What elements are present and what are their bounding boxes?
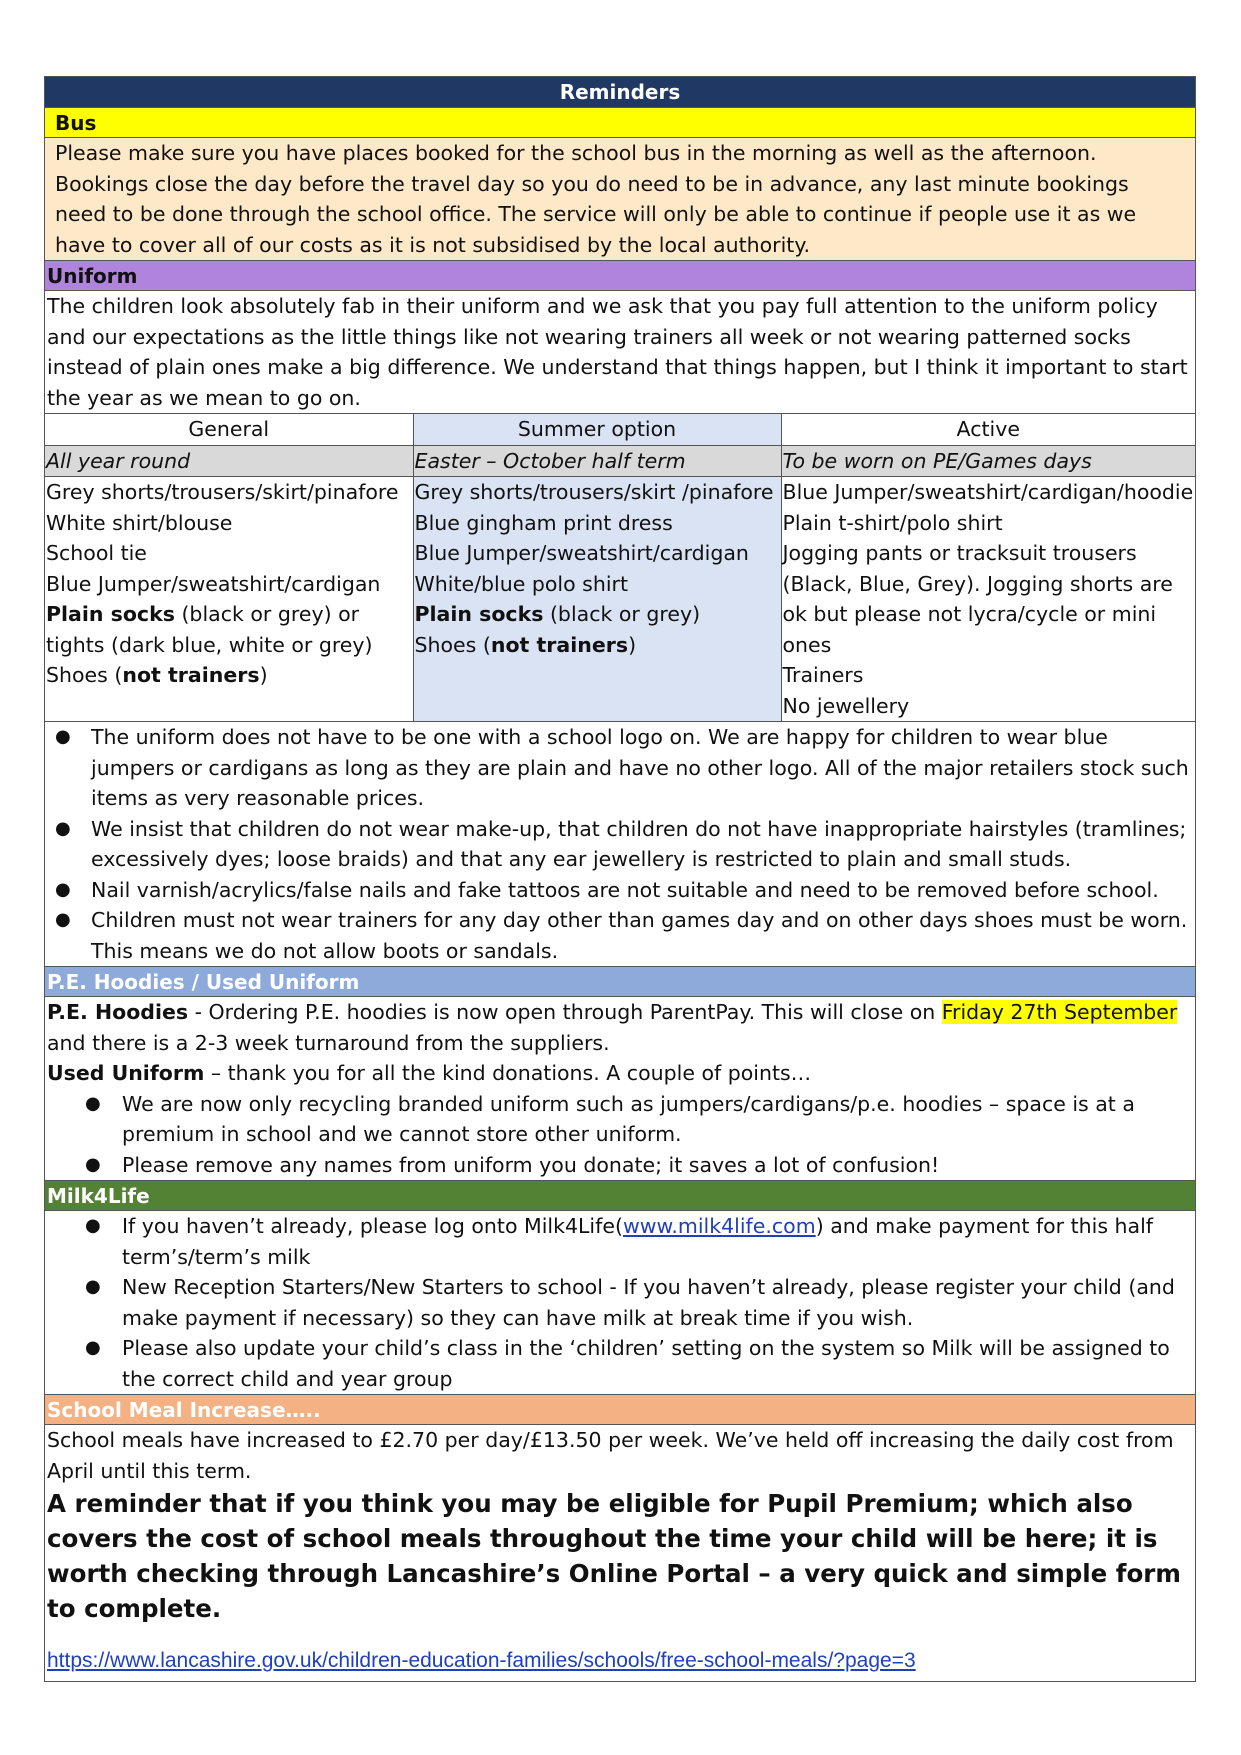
bullet-icon: ● xyxy=(55,878,71,900)
list-item xyxy=(47,905,1193,966)
reminders-document xyxy=(44,76,1196,1682)
general-item: Grey shorts/trousers/skirt/pinafore xyxy=(46,480,399,504)
active-item: Plain t-shirt/polo shirt xyxy=(782,510,1003,535)
meals-text: School meals have increased to £2.70 per day/£13.50 per week. We’ve held off increasing the daily cost from April until this term. xyxy=(47,1428,1174,1483)
summer-item: Grey shorts/trousers/skirt /pinafore xyxy=(414,480,774,504)
hoodies-end: and there is a 2-3 week turnaround from the suppliers. xyxy=(47,1030,610,1055)
general-item: School tie xyxy=(46,541,147,565)
free-school-meals-link[interactable]: https://www.lancashire.gov.uk/children-education-families/schools/free-school-meals/?page=3 xyxy=(47,1649,916,1672)
general-socks xyxy=(46,599,412,660)
hoodies-paragraph xyxy=(47,997,1193,1058)
list-item xyxy=(47,1089,1193,1150)
summer-item: Blue gingham print dress xyxy=(414,510,673,535)
general-item: White shirt/blouse xyxy=(46,510,233,535)
bullet-text: Please also update your child’s class in the ‘children’ setting on the system so Milk will be assigned to the correct child and year group xyxy=(122,1336,1170,1391)
list-item xyxy=(47,1211,1193,1272)
general-item: Blue Jumper/sweatshirt/cardigan xyxy=(46,571,381,596)
meals-section xyxy=(45,1425,1195,1681)
bullet-text: Nail varnish/acrylics/false nails and fake tattoos are not suitable and need to be removed before school. xyxy=(91,877,1159,902)
bullet-icon: ● xyxy=(55,817,71,839)
active-item: Trainers xyxy=(782,663,864,687)
bullet-icon: ● xyxy=(85,1153,101,1175)
bullet-text: New Reception Starters/New Starters to school - If you haven’t already, please register your child (and make payment if necessary) so they can have milk at break time if you wish. xyxy=(122,1275,1175,1330)
milk-text: If you haven’t already, please log onto Milk4Life( xyxy=(122,1214,623,1238)
shoes-end: ) xyxy=(628,632,637,657)
socks-detail: (black or grey) or tights (dark blue, white or grey) xyxy=(46,602,373,657)
bullet-icon: ● xyxy=(85,1215,101,1236)
list-item xyxy=(47,1150,1193,1181)
hoodies-deadline: Friday 27th September xyxy=(941,1000,1178,1024)
pe-section xyxy=(45,997,1195,1181)
uniform-intro: The children look absolutely fab in their uniform and we ask that you pay full attention to the uniform policy and our expectations as the little things like not wearing trainers all week or not wearing patterned socks instead of plain ones make a big difference. We understand that things happen, but I think it important to start the year as we mean to go on. xyxy=(45,291,1195,414)
active-list xyxy=(781,477,1195,722)
col-general-header: General xyxy=(45,414,413,445)
bullet-icon: ● xyxy=(85,1092,101,1114)
socks-detail: (black or grey) xyxy=(543,602,701,626)
milk-text-end: ) and make payment for this half term’s/term’s milk xyxy=(122,1214,1154,1269)
bus-text: Please make sure you have places booked for the school bus in the morning as well as the afternoon. Bookings close the day before the travel day so you do need to be in advance, any last minute bookings need to be done through the school office. The service will only be able to continue if people use it as we have to cover all of our costs as it is not subsidised by the local authority. xyxy=(45,138,1195,261)
active-item: Blue Jumper/sweatshirt/cardigan/hoodie xyxy=(782,480,1194,504)
pe-heading: P.E. Hoodies / Used Uniform xyxy=(45,967,1195,997)
bullet-icon: ● xyxy=(85,1337,101,1358)
summer-list xyxy=(413,477,781,722)
uniform-rules xyxy=(45,722,1195,967)
bullet-icon: ● xyxy=(85,1276,101,1297)
hoodies-text: - Ordering P.E. hoodies is now open through ParentPay. This will close on xyxy=(188,1000,942,1024)
col-active-period: To be worn on PE/Games days xyxy=(781,445,1195,477)
meals-heading: School Meal Increase….. xyxy=(45,1395,1195,1425)
summer-item: Blue Jumper/sweatshirt/cardigan xyxy=(414,541,749,565)
list-item xyxy=(47,1272,1193,1333)
shoes-label: Shoes ( xyxy=(46,663,123,687)
col-summer-period: Easter – October half term xyxy=(413,445,781,477)
used-uniform-paragraph xyxy=(47,1058,1193,1089)
bullet-text: The uniform does not have to be one with a school logo on. We are happy for children to wear blue jumpers or cardigans as long as they are plain and have no other logo. All of the major retailers stock such items as very reasonable prices. xyxy=(91,725,1189,810)
bullet-icon: ● xyxy=(55,726,71,747)
uniform-table xyxy=(45,414,1195,722)
list-item xyxy=(47,722,1193,814)
used-label: Used Uniform xyxy=(47,1061,205,1085)
socks-label: Plain socks xyxy=(46,602,175,626)
col-summer-header: Summer option xyxy=(413,414,781,445)
shoes-label: Shoes ( xyxy=(414,632,491,657)
bullet-icon: ● xyxy=(55,909,71,930)
page-title: Reminders xyxy=(45,77,1195,108)
bullet-text: Children must not wear trainers for any day other than games day and on other days shoes must be worn. This means we do not allow boots or sandals. xyxy=(91,908,1188,963)
general-list xyxy=(45,477,413,722)
col-general-period: All year round xyxy=(45,445,413,477)
summer-shoes xyxy=(415,630,780,661)
general-shoes xyxy=(46,660,412,691)
col-active-header: Active xyxy=(781,414,1195,445)
shoes-end: ) xyxy=(259,663,268,687)
active-item: No jewellery xyxy=(782,693,910,718)
shoes-note: not trainers xyxy=(490,632,629,657)
bullet-text: We insist that children do not wear make-up, that children do not have inappropriate hairstyles (tramlines; excessively dyes; loose braids) and that any ear jewellery is restricted to plain and small studs. xyxy=(91,816,1187,871)
active-item: Jogging pants or tracksuit trousers (Black, Blue, Grey). Jogging shorts are ok but please not lycra/cycle or mini ones xyxy=(782,541,1173,657)
summer-item: White/blue polo shirt xyxy=(414,571,628,596)
bullet-text: Please remove any names from uniform you donate; it saves a lot of confusion! xyxy=(122,1152,940,1177)
uniform-heading: Uniform xyxy=(45,261,1195,291)
list-item xyxy=(47,814,1193,875)
list-item xyxy=(47,875,1193,906)
milk-heading: Milk4Life xyxy=(45,1181,1195,1211)
bullet-text: We are now only recycling branded uniform such as jumpers/cardigans/p.e. hoodies – space is at a premium in school and we cannot store other uniform. xyxy=(122,1091,1135,1146)
socks-label: Plain socks xyxy=(414,602,544,626)
shoes-note: not trainers xyxy=(122,663,260,687)
used-text: – thank you for all the kind donations. A couple of points… xyxy=(204,1061,812,1085)
hoodies-label: P.E. Hoodies xyxy=(47,1000,189,1024)
bus-heading: Bus xyxy=(45,108,1195,138)
milk4life-link[interactable]: www.milk4life.com xyxy=(622,1214,816,1238)
milk-section xyxy=(45,1211,1195,1395)
summer-socks xyxy=(415,599,780,630)
list-item xyxy=(47,1333,1193,1394)
pupil-premium-notice: A reminder that if you think you may be eligible for Pupil Premium; which also covers the cost of school meals throughout the time your child will be here; it is worth checking through Lancashire’s Online Portal – a very quick and simple form to complete. xyxy=(47,1489,1181,1623)
